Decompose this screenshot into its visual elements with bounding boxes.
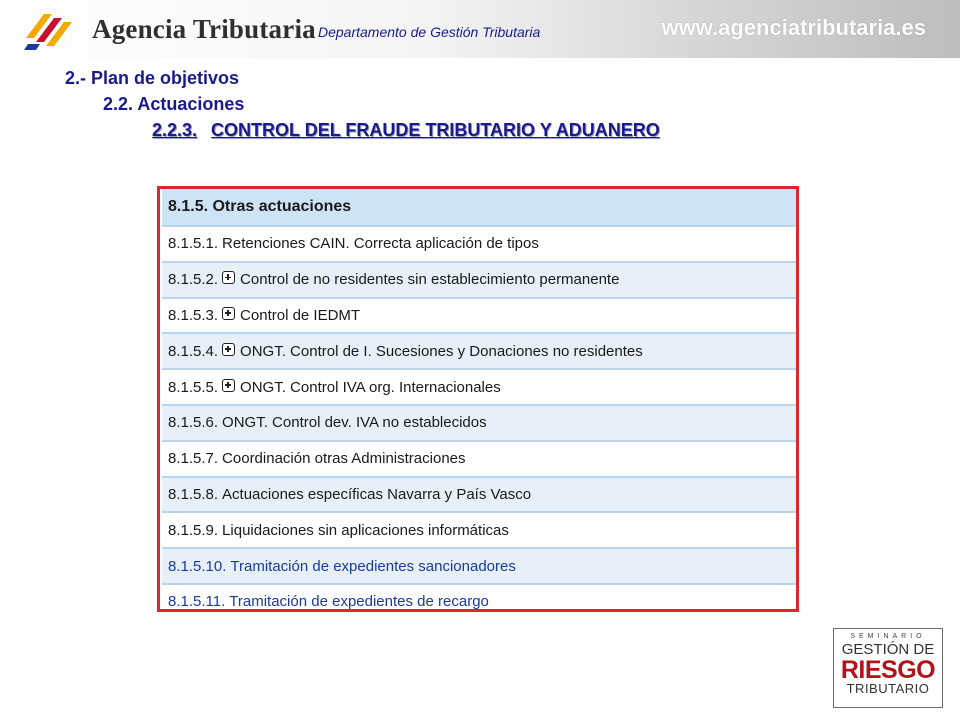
table-row [162, 404, 796, 440]
row-label: ONGT. Control IVA org. Internacionales [240, 378, 501, 396]
badge-line1: GESTIÓN DE [841, 641, 935, 658]
row-code: 8.1.5.2. [168, 271, 219, 289]
seminario-badge [833, 628, 943, 708]
row-code: 8.1.5.6. [168, 414, 219, 432]
table-row [162, 261, 796, 297]
row-code: 8.1.5.11. [168, 593, 226, 611]
table-row [162, 368, 796, 404]
badge-top: SEMINARIO [850, 633, 926, 640]
row-label: Control de IEDMT [240, 306, 361, 324]
badge-line2: RIESGO [840, 656, 936, 684]
row-code: 8.1.5.1. [168, 235, 219, 253]
table-row [162, 225, 796, 261]
table-header: 8.1.5. Otras actuaciones [162, 189, 796, 225]
row-code: 8.1.5.10. [168, 557, 227, 575]
badge-line3: TRIBUTARIO [846, 681, 930, 696]
row-label: Coordinación otras Administraciones [222, 450, 466, 468]
row-code: 8.1.5.8. [168, 485, 219, 503]
row-code: 8.1.5.3. [168, 306, 219, 324]
actuaciones-table [157, 186, 799, 612]
table-row [162, 511, 796, 547]
heading-title: CONTROL DEL FRAUDE TRIBUTARIO Y ADUANERO [211, 120, 660, 140]
logo-text: Agencia Tributaria [92, 14, 316, 44]
table-row[interactable] [162, 547, 796, 583]
expand-plus-icon[interactable] [222, 271, 235, 284]
table-row [162, 476, 796, 512]
row-label: Liquidaciones sin aplicaciones informáticas [222, 521, 509, 539]
expand-plus-icon[interactable] [222, 379, 235, 392]
table-row [162, 297, 796, 333]
website-label: www.agenciatributaria.es [661, 15, 926, 40]
heading-number: 2.2.3. [152, 120, 198, 140]
table-row [162, 440, 796, 476]
department-label: Departamento de Gestión Tributaria [318, 24, 541, 40]
expand-plus-icon[interactable] [222, 343, 235, 356]
row-code: 8.1.5.4. [168, 342, 219, 360]
row-code: 8.1.5.5. [168, 378, 219, 396]
heading-actuaciones: 2.2. Actuaciones [103, 94, 245, 114]
heading-plan: 2.- Plan de objetivos [65, 68, 240, 88]
row-code: 8.1.5.9. [168, 521, 219, 539]
agencia-tributaria-logo-icon [22, 8, 78, 52]
row-label[interactable]: Tramitación de expedientes sancionadores [230, 557, 516, 575]
row-label: Retenciones CAIN. Correcta aplicación de tipos [222, 235, 539, 253]
header-bar [0, 0, 960, 58]
row-label[interactable]: Tramitación de expedientes de recargo [229, 593, 489, 611]
row-code: 8.1.5.7. [168, 450, 219, 468]
table-row[interactable] [162, 583, 796, 619]
expand-plus-icon[interactable] [222, 307, 235, 320]
row-label: Actuaciones específicas Navarra y País Vasco [222, 485, 532, 503]
heading-control-fraude [152, 120, 660, 141]
row-label: ONGT. Control dev. IVA no establecidos [222, 414, 487, 432]
row-label: ONGT. Control de I. Sucesiones y Donaciones no residentes [240, 342, 643, 360]
row-label: Control de no residentes sin establecimiento permanente [240, 271, 620, 289]
table-row [162, 332, 796, 368]
